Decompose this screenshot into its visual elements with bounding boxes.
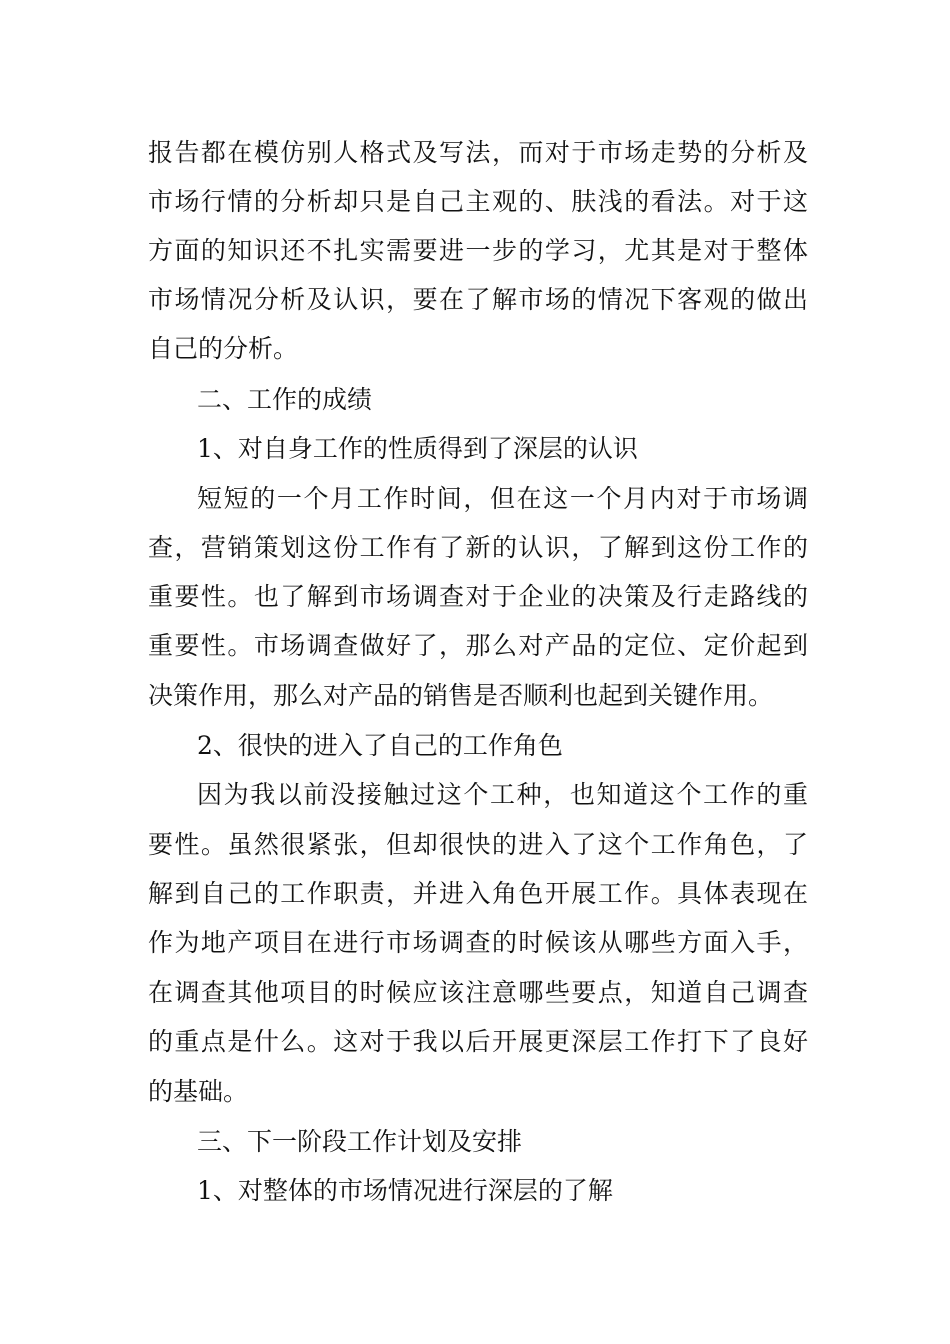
paragraph-line: 决策作用，那么对产品的销售是否顺利也起到关键作用。 [148, 681, 774, 710]
paragraph-line: 作为地产项目在进行市场调查的时候该从哪些方面入手， [148, 928, 808, 957]
subsection-heading: 1、对自身工作的性质得到了深层的认识 [197, 434, 638, 463]
paragraph-line: 要性。虽然很紧张，但却很快的进入了这个工作角色，了 [148, 830, 808, 859]
paragraph-line: 短短的一个月工作时间，但在这一个月内对于市场调 [197, 484, 808, 513]
section-heading: 二、工作的成绩 [197, 385, 373, 414]
paragraph-line: 自己的分析。 [148, 334, 299, 363]
paragraph-line: 市场行情的分析却只是自己主观的、肤浅的看法。对于这 [148, 187, 808, 216]
paragraph-line: 市场情况分析及认识，要在了解市场的情况下客观的做出 [148, 285, 808, 314]
paragraph-line: 重要性。市场调查做好了，那么对产品的定位、定价起到 [148, 631, 808, 660]
paragraph-line: 重要性。也了解到市场调查对于企业的决策及行走路线的 [148, 582, 808, 611]
paragraph-line: 的基础。 [148, 1077, 249, 1106]
paragraph-line: 在调查其他项目的时候应该注意哪些要点，知道自己调查 [148, 978, 808, 1007]
paragraph-line: 解到自己的工作职责，并进入角色开展工作。具体表现在 [148, 879, 808, 908]
paragraph-line: 报告都在模仿别人格式及写法，而对于市场走势的分析及 [148, 138, 808, 167]
paragraph-line: 查，营销策划这份工作有了新的认识，了解到这份工作的 [148, 533, 808, 562]
paragraph-line: 的重点是什么。这对于我以后开展更深层工作打下了良好 [148, 1027, 808, 1056]
section-heading: 三、下一阶段工作计划及安排 [197, 1127, 523, 1156]
paragraph-line: 因为我以前没接触过这个工种，也知道这个工作的重 [197, 780, 808, 809]
subsection-heading: 2、很快的进入了自己的工作角色 [197, 731, 563, 760]
paragraph-line: 方面的知识还不扎实需要进一步的学习，尤其是对于整体 [148, 236, 808, 265]
subsection-heading: 1、对整体的市场情况进行深层的了解 [197, 1176, 613, 1205]
